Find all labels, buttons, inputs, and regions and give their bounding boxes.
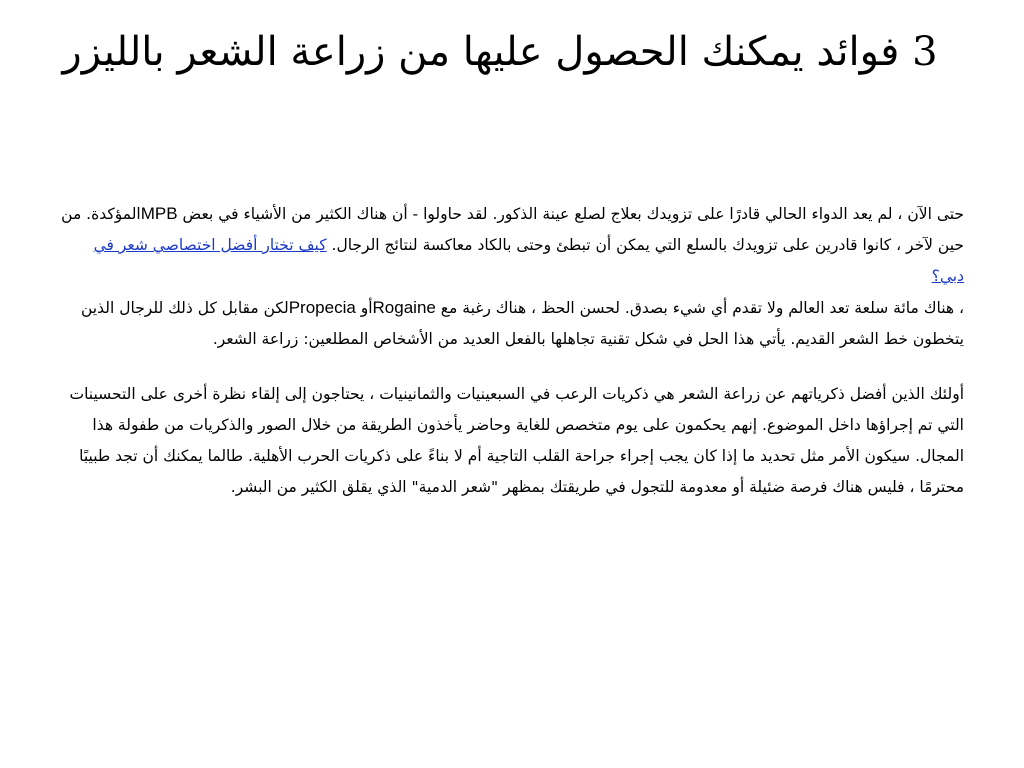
paragraph-2-text-a: ، هناك مائة سلعة تعد العالم ولا تقدم أي شيء بصدق. لحسن الحظ ، هناك رغبة مع	[435, 299, 964, 317]
paragraph-2-text-b: أو	[355, 299, 373, 317]
paragraph-1	[60, 198, 964, 292]
paragraph-3: أولئك الذين أفضل ذكرياتهم عن زراعة الشعر هي ذكريات الرعب في السبعينيات والثمانينيات ، يحتاجون إلى إلقاء نظرة أخرى على التحسينات التي تم إجراؤها داخل الموضوع. إنهم يحكمون على يوم متخصص للغاية وحاضر يأخذون الطريقة من خلال الصور والذكريات من طفولة هذا المجال. سيكون الأمر مثل تحديد ما إذا كان يجب إجراء جراحة القلب التاجية أم لا بناءً على ذكريات الحرب الأهلية. طالما يمكنك أن تجد طبيبًا محترمًا ، فليس هناك فرصة ضئيلة أو معدومة للتجول في طريقتك بمظهر "شعر الدمية" الذي يقلق الكثير من البشر.	[69, 385, 964, 496]
paragraph-2-text-c: لكن مقابل كل ذلك للرجال الذين يتخطون خط الشعر القديم. يأتي هذا الحل في شكل تقنية تجاهلها بالفعل العديد من الأشخاص المطلعين: زراعة الشعر.	[81, 299, 964, 348]
paragraph-1-text-a: حتى الآن ، لم يعد الدواء الحالي قادرًا على تزويدك بعلاج لصلع عينة الذكور. لقد حاولوا - أن هناك الكثير من الأشياء في بعض	[177, 205, 964, 223]
term-propecia: Propecia	[288, 298, 356, 317]
slide-title: 3 فوائد يمكنك الحصول عليها من زراعة الشعر بالليزر	[62, 29, 938, 75]
dubai-hair-specialist-link[interactable]: كيف تختار أفضل اختصاصي شعر في دبي؟	[93, 236, 964, 285]
slide-body	[60, 198, 964, 503]
term-mpb: MPB	[140, 204, 178, 223]
paragraph-1-text-b: المؤكدة. من حين لآخر ، كانوا قادرين على تزويدك بالسلع التي يمكن أن تبطئ وحتى بالكاد معاكسة لنتائج الرجال.	[61, 205, 964, 254]
term-rogaine: Rogaine	[372, 298, 436, 317]
paragraph-2	[60, 292, 964, 355]
